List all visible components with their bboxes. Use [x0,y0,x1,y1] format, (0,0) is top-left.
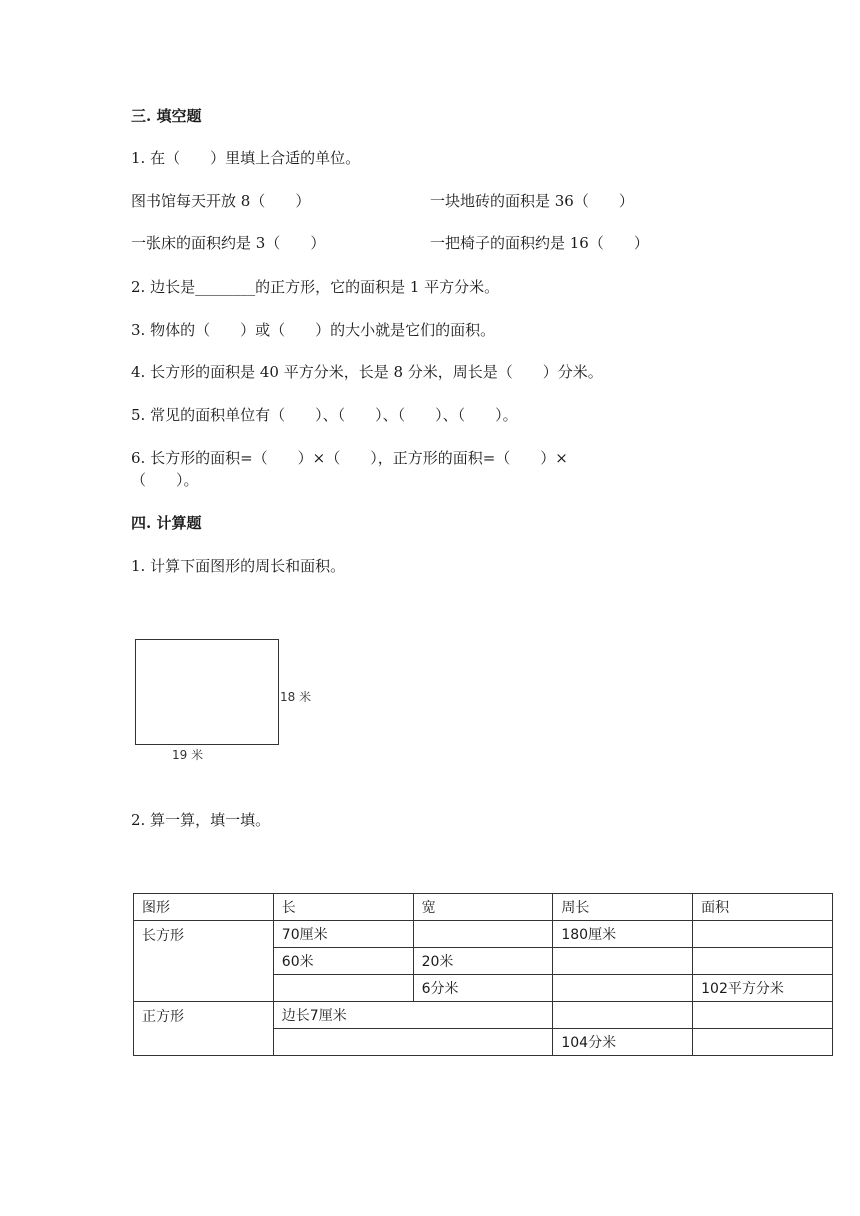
header-area: 面积 [693,894,833,921]
table-cell [693,1002,833,1029]
table-row [134,921,833,948]
section3-title: 三. 填空题 [131,107,202,125]
q1-item-4: 一把椅子的面积约是 16（ ） [430,234,649,252]
table-cell [413,921,553,948]
table-cell [273,1029,553,1056]
table-cell [693,921,833,948]
question-3: 3. 物体的（ ）或（ ）的大小就是它们的面积。 [131,321,496,339]
square-label: 正方形 [134,1002,274,1056]
table-cell: 6分米 [413,975,553,1002]
table-cell: 60米 [273,948,413,975]
table-cell: 180厘米 [553,921,693,948]
question-6-line-1: 6. 长方形的面积=（ ）×（ ），正方形的面积=（ ）× [131,449,568,467]
header-width: 宽 [413,894,553,921]
rectangle-label: 长方形 [134,921,274,1002]
calc-question-1: 1. 计算下面图形的周长和面积。 [131,557,346,575]
header-length: 长 [273,894,413,921]
table-cell: 104分米 [553,1029,693,1056]
calc-question-2: 2. 算一算，填一填。 [131,811,271,829]
table-cell: 102平方分米 [693,975,833,1002]
table-cell [693,948,833,975]
table-row [134,1002,833,1029]
q1-item-2: 一块地砖的面积是 36（ ） [430,192,634,210]
table-cell: 边长7厘米 [273,1002,553,1029]
table-header-row [134,894,833,921]
question-1: 1. 在（ ）里填上合适的单位。 [131,149,361,167]
table-cell [273,975,413,1002]
question-4: 4. 长方形的面积是 40 平方分米，长是 8 分米，周长是（ ）分米。 [131,363,603,381]
rectangle-figure [135,639,279,745]
table-cell [553,948,693,975]
question-5: 5. 常见的面积单位有（ ）、（ ）、（ ）、（ ）。 [131,406,518,424]
figure-bottom-label: 19 米 [172,748,204,762]
q1-item-3: 一张床的面积约是 3（ ） [131,234,326,252]
table-cell [693,1029,833,1056]
q1-item-1: 图书馆每天开放 8（ ） [131,192,311,210]
table-cell [553,975,693,1002]
question-6-line-2: （ ）。 [131,471,199,489]
header-shape: 图形 [134,894,274,921]
section4-title: 四. 计算题 [131,514,202,532]
table-cell: 70厘米 [273,921,413,948]
table-cell [553,1002,693,1029]
answer-table [133,893,833,1056]
figure-side-label: 18 米 [280,690,312,704]
header-perimeter: 周长 [553,894,693,921]
question-2: 2. 边长是________的正方形，它的面积是 1 平方分米。 [131,278,500,296]
table-cell: 20米 [413,948,553,975]
